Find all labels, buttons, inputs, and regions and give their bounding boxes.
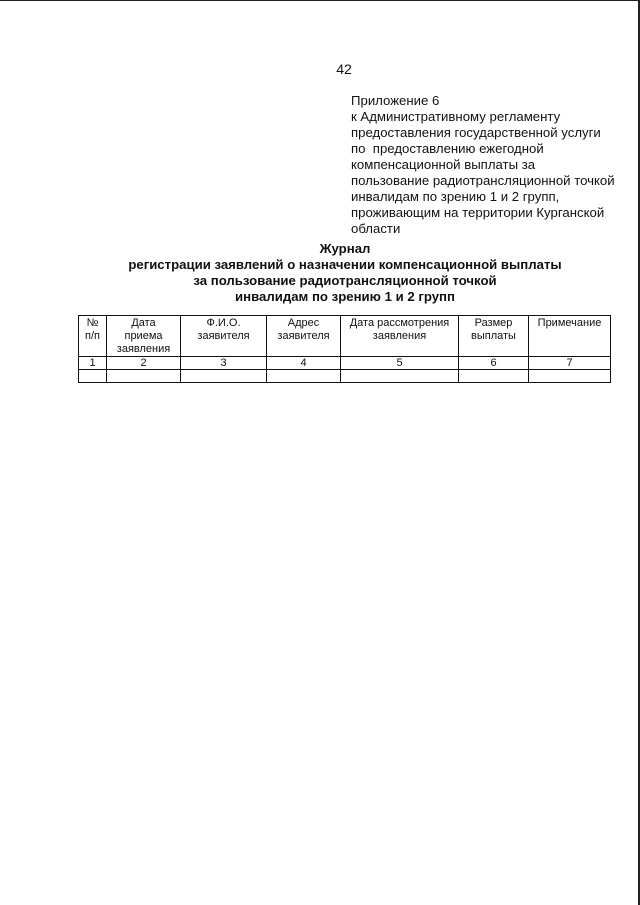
appendix-line: к Административному регламенту (351, 109, 561, 124)
appendix-line: предоставления государственной услуги (351, 125, 601, 140)
title-line: регистрации заявлений о назначении компенсационной выплаты (128, 257, 562, 272)
title-line: за пользование радиотрансляционной точкой (193, 273, 497, 288)
header-text: № (86, 317, 99, 329)
header-text: заявления (372, 330, 427, 342)
empty-cell (181, 370, 267, 383)
title-line: инвалидам по зрению 1 и 2 групп (235, 289, 455, 304)
header-text: Размер (474, 317, 513, 329)
title-line: Журнал (319, 241, 371, 256)
appendix-line: пользование радиотрансляционной точкой (351, 173, 615, 188)
header-text: выплаты (471, 330, 516, 342)
column-number-row (79, 357, 611, 370)
empty-data-row (79, 370, 611, 383)
header-text: Адрес (287, 317, 320, 329)
col-header-applicant-address (267, 316, 341, 357)
empty-cell (107, 370, 181, 383)
header-text: п/п (85, 330, 100, 342)
col-header-note (529, 316, 611, 357)
journal-table (78, 315, 611, 383)
empty-cell (529, 370, 611, 383)
column-number: 4 (267, 357, 341, 370)
column-number: 1 (79, 357, 107, 370)
appendix-line: проживающим на территории Курганской (351, 205, 605, 220)
column-number: 5 (341, 357, 459, 370)
header-text: Ф.И.О. (206, 317, 241, 329)
appendix-line: Приложение 6 (351, 93, 440, 108)
col-header-review-date (341, 316, 459, 357)
page-border-top (0, 0, 640, 1)
journal-title (90, 241, 600, 305)
empty-cell (341, 370, 459, 383)
empty-cell (79, 370, 107, 383)
header-text: заявителя (277, 330, 330, 342)
appendix-line: инвалидам по зрению 1 и 2 групп, (351, 189, 560, 204)
empty-cell (267, 370, 341, 383)
column-number: 6 (459, 357, 529, 370)
header-text: приема (124, 330, 163, 342)
col-header-number (79, 316, 107, 357)
appendix-block (351, 93, 621, 237)
appendix-line: по предоставлению ежегодной (351, 141, 544, 156)
column-number: 2 (107, 357, 181, 370)
appendix-line: компенсационной выплаты за (351, 157, 536, 172)
header-text: заявителя (197, 330, 250, 342)
column-number: 7 (529, 357, 611, 370)
header-text: заявления (116, 343, 171, 355)
page-number: 42 (336, 61, 352, 77)
header-text: Дата рассмотрения (349, 317, 450, 329)
col-header-date-received (107, 316, 181, 357)
column-number: 3 (181, 357, 267, 370)
col-header-applicant-name (181, 316, 267, 357)
empty-cell (459, 370, 529, 383)
header-row (79, 316, 611, 357)
appendix-line: области (351, 221, 401, 236)
header-text: Дата (131, 317, 156, 329)
col-header-payment-amount (459, 316, 529, 357)
header-text: Примечание (537, 317, 602, 329)
